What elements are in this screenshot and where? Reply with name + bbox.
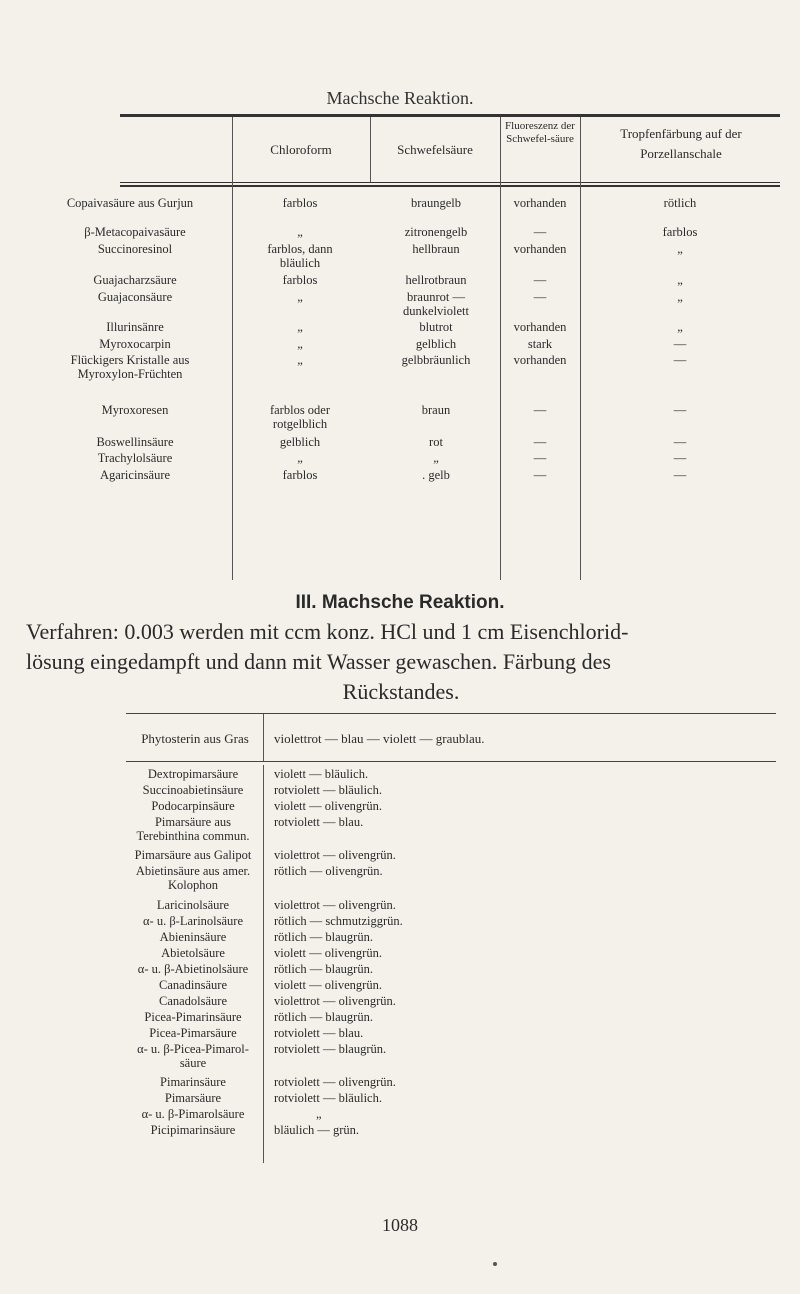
compound-name: α- u. β-Larinolsäure [142, 914, 244, 928]
header-row-name: Phytosterin aus Gras [141, 731, 249, 746]
cell-tropfenfaerbung: — [673, 403, 687, 417]
cell-tropfenfaerbung: rötlich [663, 196, 697, 210]
row-name: Copaivasäure aus Gurjun [66, 196, 194, 210]
table-top-rule-thin [120, 116, 780, 117]
cell-fluoreszenz: — [533, 290, 547, 304]
cell-schwefelsaeure: braunrot — dunkelviolett [403, 290, 469, 318]
cell-chloroform: „ [297, 290, 303, 304]
cell-fluoreszenz: — [533, 468, 547, 482]
cell-chloroform: „ [297, 353, 303, 367]
compound-name: Pimarinsäure [160, 1075, 226, 1089]
reaction-colors: rötlich — blaugrün. [274, 1010, 373, 1024]
cell-tropfenfaerbung: farblos [662, 225, 698, 239]
row-name: Boswellinsäure [96, 435, 174, 449]
compound-name: Pimarsäure [164, 1091, 222, 1105]
row-name: Guajaconsäure [97, 290, 173, 304]
cell-tropfenfaerbung: — [673, 435, 687, 449]
cell-schwefelsaeure: hellbraun [412, 242, 460, 256]
compound-name: Laricinolsäure [156, 898, 230, 912]
cell-fluoreszenz: vorhanden [513, 196, 567, 210]
page-number: 1088 [382, 1215, 418, 1235]
cell-fluoreszenz: — [533, 403, 547, 417]
cell-schwefelsaeure: rot [429, 435, 443, 449]
cell-schwefelsaeure: . gelb [422, 468, 450, 482]
compound-name: α- u. β-Abietinolsäure [137, 962, 249, 976]
reaction-colors: rotviolett — bläulich. [274, 783, 382, 797]
cell-chloroform: farblos [282, 196, 318, 210]
column-header-chloroform: Chloroform [270, 142, 332, 157]
cell-schwefelsaeure: zitronengelb [404, 225, 468, 239]
cell-fluoreszenz: stark [527, 337, 553, 351]
reaction-colors: violettrot — olivengrün. [274, 994, 396, 1008]
row-name: Succinoresinol [97, 242, 173, 256]
cell-fluoreszenz: — [533, 273, 547, 287]
print-speck [493, 1262, 497, 1266]
table-header-rule-thick [120, 185, 780, 187]
cell-fluoreszenz: — [533, 435, 547, 449]
reaction-colors: rötlich — olivengrün. [274, 864, 383, 878]
reaction-colors: rotviolett — olivengrün. [274, 1075, 396, 1089]
reaction-colors: rötlich — blaugrün. [274, 930, 373, 944]
cell-fluoreszenz: — [533, 225, 547, 239]
row-name: Guajacharzsäure [93, 273, 177, 287]
reagent-table [66, 114, 780, 580]
cell-schwefelsaeure: gelbbräunlich [401, 353, 471, 367]
compound-name: Picea-Pimarinsäure [144, 1010, 242, 1024]
cell-chloroform: „ [297, 451, 303, 465]
row-name: Agaricinsäure [99, 468, 171, 482]
cell-chloroform: gelblich [279, 435, 321, 449]
cell-tropfenfaerbung: — [673, 337, 687, 351]
cell-chloroform: „ [297, 337, 303, 351]
reaction-colors: violett — olivengrün. [274, 799, 382, 813]
procedure-line: lösung eingedampft und dann mit Wasser gewaschen. Färbung des [26, 649, 611, 674]
table-top-rule [126, 713, 776, 714]
compound-name: Abietinsäure aus amer. Kolophon [135, 864, 251, 892]
procedure-line: Verfahren: 0.003 werden mit ccm konz. HCl und 1 cm Eisenchlorid- [26, 619, 629, 644]
cell-chloroform: „ [297, 225, 303, 239]
column-header-fluoreszenz: Fluoreszenz der Schwefel-säure [505, 120, 575, 146]
cell-schwefelsaeure: braun [421, 403, 451, 417]
cell-tropfenfaerbung: — [673, 451, 687, 465]
compound-name: α- u. β-Picea-Pimarol-säure [137, 1042, 249, 1070]
compound-name: Picea-Pimarsäure [149, 1026, 237, 1040]
section-title: III. Machsche Reaktion. [295, 592, 505, 613]
table-header-rule [120, 182, 780, 183]
reaction-colors: „ [316, 1107, 322, 1121]
reaction-colors: violett — olivengrün. [274, 978, 382, 992]
reaction-colors: rotviolett — blau. [274, 815, 364, 829]
cell-tropfenfaerbung: „ [677, 273, 683, 287]
compound-name: Pimarsäure aus Galipot [134, 848, 252, 862]
cell-chloroform: „ [297, 320, 303, 334]
cell-tropfenfaerbung: „ [677, 290, 683, 304]
reaction-colors: bläulich — grün. [274, 1123, 360, 1137]
row-name: Myroxocarpin [99, 337, 171, 351]
cell-chloroform: farblos oder rotgelblich [269, 403, 331, 431]
cell-schwefelsaeure: gelblich [415, 337, 457, 351]
running-header: Machsche Reaktion. [326, 88, 474, 108]
cell-schwefelsaeure: braungelb [411, 196, 461, 210]
cell-tropfenfaerbung: „ [677, 320, 683, 334]
cell-chloroform: farblos [282, 468, 318, 482]
compound-name: α- u. β-Pimarolsäure [141, 1107, 245, 1121]
compound-name: Canadinsäure [158, 978, 228, 992]
reaction-colors: violett — bläulich. [274, 767, 369, 781]
cell-tropfenfaerbung: — [673, 353, 687, 367]
cell-chloroform: farblos [282, 273, 318, 287]
compound-name: Canadolsäure [158, 994, 228, 1008]
header-row-value: violettrot — blau — violett — graublau. [274, 731, 485, 746]
procedure-paragraph [26, 617, 776, 707]
mach-reaction-table [126, 713, 776, 1163]
cell-schwefelsaeure: „ [433, 451, 439, 465]
compound-name: Succinoabietinsäure [142, 783, 244, 797]
cell-fluoreszenz: vorhanden [513, 353, 567, 367]
row-name: Illurinsänre [106, 320, 164, 334]
compound-name: Abieninsäure [159, 930, 227, 944]
compound-name: Podocarpinsäure [151, 799, 235, 813]
procedure-line: Rückstandes. [342, 679, 460, 704]
cell-fluoreszenz: — [533, 451, 547, 465]
column-header-schwefelsaeure: Schwefelsäure [397, 142, 473, 157]
cell-fluoreszenz: vorhanden [513, 320, 567, 334]
cell-fluoreszenz: vorhanden [513, 242, 567, 256]
reaction-colors: rötlich — blaugrün. [274, 962, 373, 976]
reaction-colors: violettrot — olivengrün. [274, 898, 396, 912]
reaction-colors: violettrot — olivengrün. [274, 848, 396, 862]
reaction-colors: rotviolett — blaugrün. [274, 1042, 387, 1056]
cell-schwefelsaeure: blutrot [419, 320, 453, 334]
compound-name: Pimarsäure aus Terebinthina commun. [136, 815, 250, 843]
reaction-colors: rotviolett — bläulich. [274, 1091, 382, 1105]
column-header-tropfenfaerbung: Tropfenfärbung auf der Porzellanschale [620, 126, 742, 161]
row-name: β-Metacopaivasäure [84, 225, 186, 239]
cell-chloroform: farblos, dann bläulich [267, 242, 333, 270]
compound-name: Picipimarinsäure [150, 1123, 236, 1137]
row-name: Flückigers Kristalle aus Myroxylon-Früchten [70, 353, 190, 381]
reaction-colors: violett — olivengrün. [274, 946, 382, 960]
reaction-colors: rotviolett — blau. [274, 1026, 364, 1040]
table-header-rule [126, 761, 776, 762]
cell-tropfenfaerbung: — [673, 468, 687, 482]
reaction-colors: rötlich — schmutziggrün. [274, 914, 403, 928]
compound-name: Dextropimarsäure [147, 767, 239, 781]
compound-name: Abietolsäure [161, 946, 225, 960]
cell-schwefelsaeure: hellrotbraun [405, 273, 467, 287]
cell-tropfenfaerbung: „ [677, 242, 683, 256]
row-name: Myroxoresen [101, 403, 169, 417]
row-name: Trachylolsäure [97, 451, 173, 465]
